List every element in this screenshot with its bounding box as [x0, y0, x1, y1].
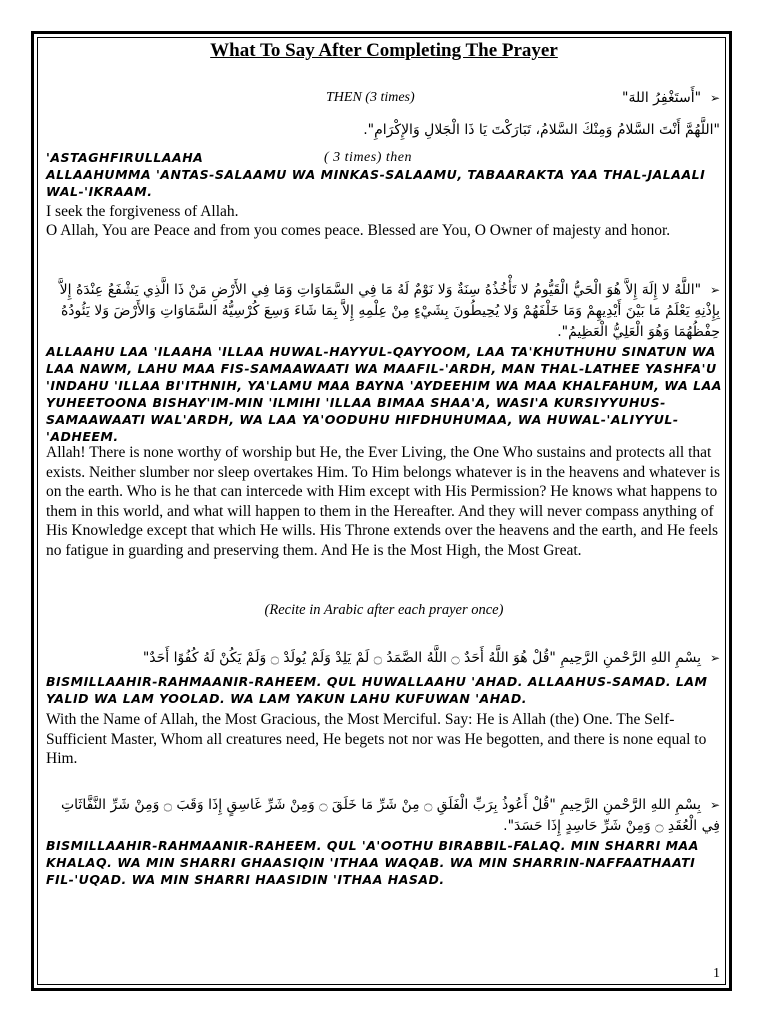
- translit-ayat-kursi: ALLAAHU LAA 'ILAAHA 'ILLAA HUWAL-HAYYUL-QAYYOOM, LAA TA'KHUTHUHU SINATUN WA LAA NAWM, LAHU MAA FIS-SAMAAWAATI WA MAAFIL-'ARDH, MAN THAL-LATHEE YASHFA'U 'INDAHU 'ILLAA BI'ITHNIH, YA'LAMU MAA BAYNA 'AYDEEHIM WA MAA KHALFAHUM, WA LAA YUHEETOONA BISHAY'IM-MIN 'ILMIHI 'ILLAA BIMAA SHAA'A, WASI'A KURSIYYUHUS-SAMAAWAATI WAL'ARDH, WA LAA YA'OODUHU HIFDHUHUMAA, WA HUWAL-'ALIYYUL- 'ADHEEM.: [46, 344, 722, 444]
- arabic-allahumma: "اللَّهُمَّ أَنْتَ السَّلامُ وَمِنْكَ السَّلامُ، تَبَارَكْتَ يَا ذَا الْجَلالِ وَالإِكْرَامِ".: [363, 122, 720, 138]
- arabic-istighfar-text: "أَستَغْفِرُ اللهَ": [622, 90, 702, 106]
- arabic-falaq: [46, 795, 720, 837]
- recite-note: (Recite in Arabic after each prayer once): [264, 602, 504, 618]
- bullet-arrow-icon: ➢: [709, 283, 720, 297]
- translit-times-note: ( 3 times) then: [324, 150, 412, 165]
- bullet-arrow-icon: ➢: [709, 798, 720, 812]
- translit-falaq: BISMILLAAHIR-RAHMAANIR-RAHEEM. QUL 'A'OOTHU BIRABBIL-FALAQ. MIN SHARRI MAA KHALAQ. WA MIN SHARRI GHAASIQIN 'ITHAA WAQAB. WA MIN SHARRIN-NAFFAATHAATI FIL-'UQAD. WA MIN SHARRI HAASIDIN 'ITHAA HASAD.: [46, 838, 699, 887]
- arabic-ayat-kursi: [46, 280, 720, 343]
- translit-astaghfirullah-text: 'ASTAGHFIRULLAAHA: [46, 150, 204, 165]
- english-ayat-kursi: Allah! There is none worthy of worship but He, the Ever Living, the One Who sustains and protects all that exists. Neither slumber nor sleep overtakes Him. To Him belongs whatever is in the heavens and whatever is on the earth. Who is he that can intercede with Him except with His Permission? He knows what happens to them in this world, and what will happen to them in the Hereafter. And they will never compass anything of His Knowledge except that which He wills. His Throne extends over the heavens and the earth, and He feels no fatigue in guarding and preserving them. And He is the Most High, the Most Great.: [46, 444, 721, 559]
- translit-allahumma: ALLAAHUMMA 'ANTAS-SALAAMU WA MINKAS-SALAAMU, TABAARAKTA YAA THAL-JALAALI WAL-'IKRAAM.: [46, 167, 706, 199]
- page-number: 1: [713, 966, 720, 981]
- arabic-falaq-text: بِسْمِ اللهِ الرَّحْمنِ الرَّحِيمِ "قُلْ أَعُوذُ بِرَبِّ الْفَلَقِ ۝ مِنْ شَرِّ مَا خَلَقَ ۝ وَمِنْ شَرِّ غَاسِقٍ إِذَا وَقَبَ ۝ وَمِنْ شَرِّ النَّفَّاثَاتِ فِي الْعُقَدِ ۝ وَمِنْ شَرِّ حَاسِدٍ إِذَا حَسَدَ".: [60, 797, 720, 834]
- arabic-ikhlas-text: بِسْمِ اللهِ الرَّحْمنِ الرَّحِيمِ "قُلْ هُوَ اللَّهُ أَحَدٌ ۝ اللَّهُ الصَّمَدُ ۝ لَمْ يَلِدْ وَلَمْ يُولَدْ ۝ وَلَمْ يَكُنْ لَهُ كُفُوًا أَحَدٌ": [142, 650, 702, 666]
- bullet-arrow-icon: ➢: [709, 651, 720, 665]
- then-label: THEN (3 times): [326, 90, 415, 105]
- bullet-arrow-icon: ➢: [709, 91, 720, 105]
- translit-astaghfirullah: [46, 149, 722, 166]
- arabic-ayat-kursi-text: "اللَّهُ لا إِلَهَ إِلاَّ هُوَ الْحَيُّ الْقَيُّومُ لا تَأْخُذُهُ سِنَةٌ وَلا نَوْمٌ لَهُ مَا فِي السَّمَاوَاتِ وَمَا فِي الأَرْضِ مَنْ ذَا الَّذِي يَشْفَعُ عِنْدَهُ إِلاَّ بِإِذْنِهِ يَعْلَمُ مَا بَيْنَ أَيْدِيهِمْ وَمَا خَلْفَهُمْ وَلا يُحِيطُونَ بِشَيْءٍ مِنْ عِلْمِهِ إِلاَّ بِمَا شَاءَ وَسِعَ كُرْسِيُّهُ السَّمَاوَاتِ وَالأَرْضَ وَلا يَئُودُهُ حِفْظُهُمَا وَهُوَ الْعَلِيُّ الْعَظِيمُ".: [59, 282, 720, 340]
- arabic-ikhlas: [46, 648, 720, 669]
- english-allahumma: O Allah, You are Peace and from you comes peace. Blessed are You, O Owner of majesty and honor.: [46, 222, 671, 239]
- page-title: What To Say After Completing The Prayer: [210, 40, 558, 61]
- arabic-istighfar: [622, 88, 720, 109]
- english-istighfar: I seek the forgiveness of Allah.: [46, 203, 239, 220]
- translit-ikhlas: BISMILLAAHIR-RAHMAANIR-RAHEEM. QUL HUWALLAAHU 'AHAD. ALLAAHUS-SAMAD. LAM YALID WA LAM YOOLAD. WA LAM YAKUN LAHU KUFUWAN 'AHAD.: [46, 674, 708, 706]
- english-ikhlas: With the Name of Allah, the Most Gracious, the Most Merciful. Say: He is Allah (the) One. The Self-Sufficient Master, Whom all creatures need, He begets not nor was He begotten, and there is none equal to Him.: [46, 711, 707, 767]
